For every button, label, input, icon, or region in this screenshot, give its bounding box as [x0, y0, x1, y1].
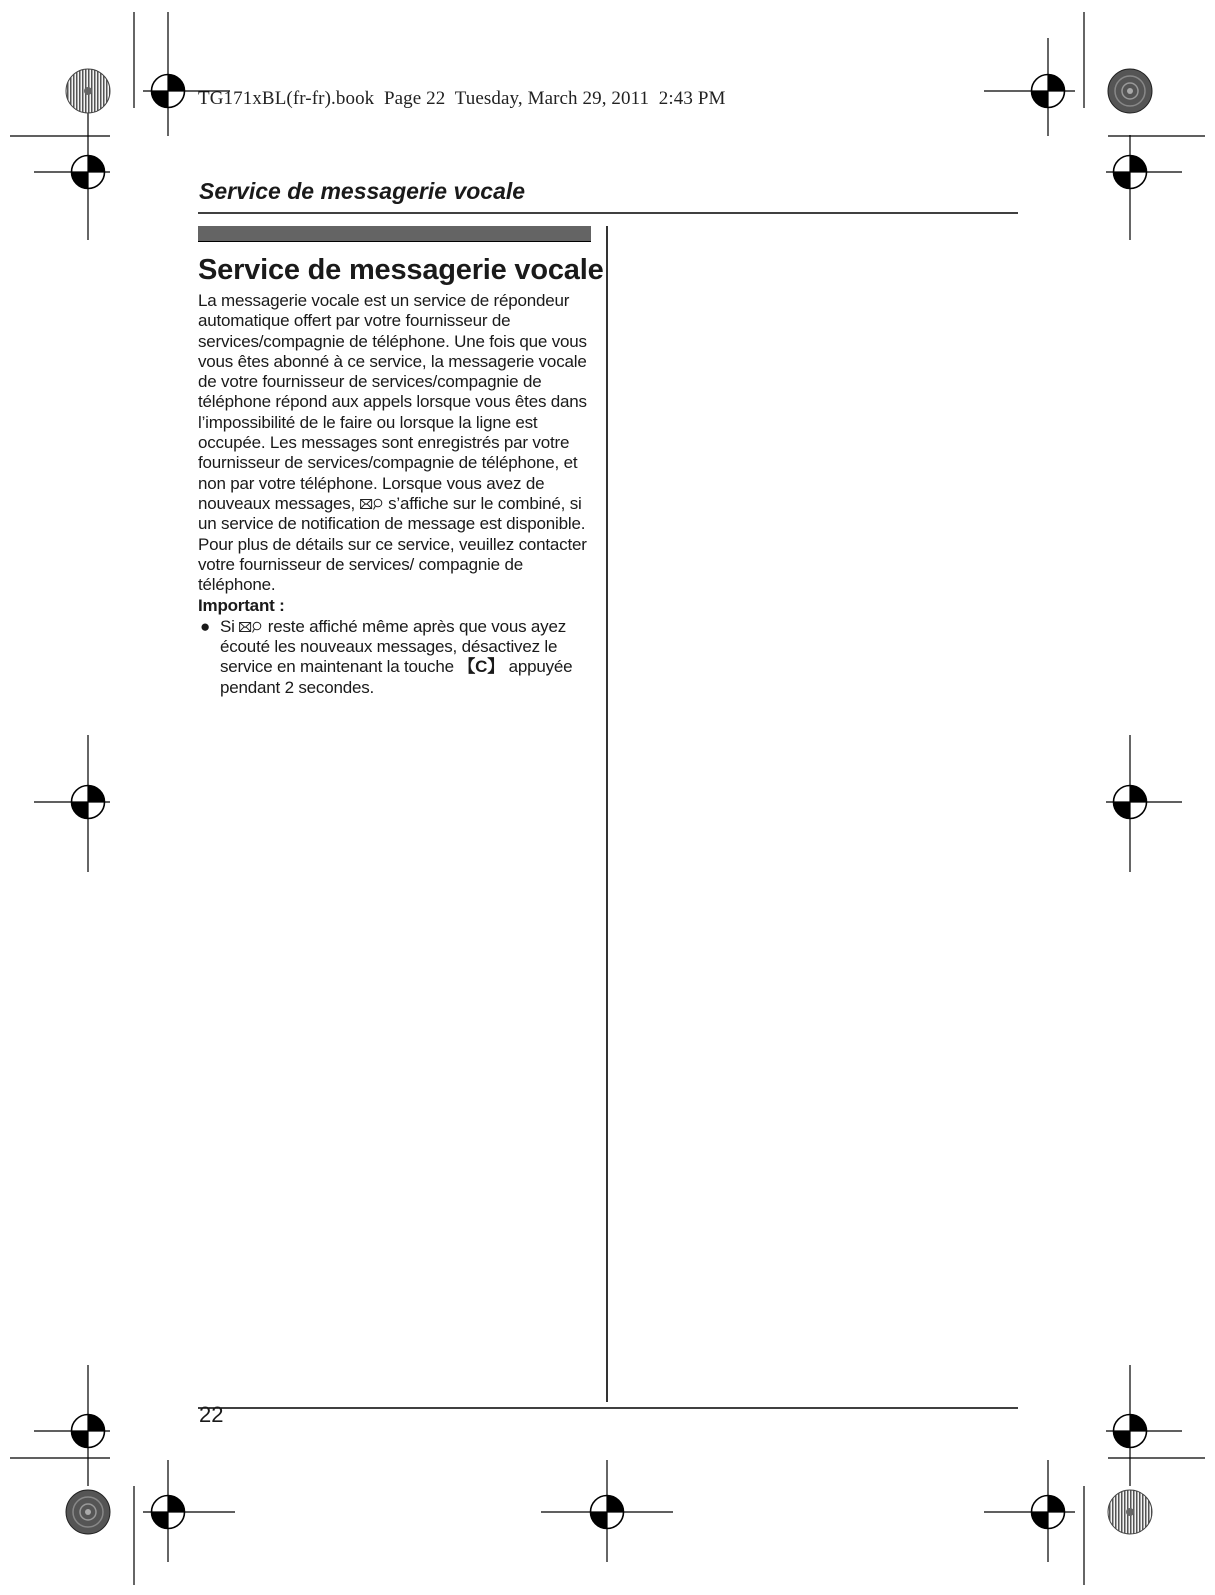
important-bullet	[198, 617, 594, 698]
bullet-text-part-1: Si	[220, 616, 235, 636]
page-number: 22	[199, 1402, 224, 1427]
bullet-text-part-2: reste affiché même après que vous ayez écouté les nouveaux messages, désactivez le service en maintenant la touche	[220, 616, 567, 677]
section-bar	[198, 226, 591, 242]
section-body	[198, 291, 594, 698]
running-title: Service de messagerie vocale	[199, 178, 526, 204]
intro-paragraph	[198, 291, 594, 595]
print-header: TG171xBL(fr-fr).book Page 22 Tuesday, March 29, 2011 2:43 PM	[198, 88, 726, 109]
bullet-text-part-3: appuyée pendant 2 secondes.	[220, 657, 573, 697]
voicemail-envelope-icon	[239, 621, 263, 633]
bullet-icon: ●	[200, 616, 211, 636]
intro-text-part-1: La messagerie vocale est un service de répondeur automatique offert par votre fournisseur de services/compagnie de téléphone. Une fois que vous vous êtes abonné à ce service, la messagerie vocale de votre fournisseur de services/compagnie de téléphone répond aux appels lorsque vous êtes dans l’impossibilité de le faire ou lorsque la ligne est occupée. Les messages sont enregistrés par votre fournisseur de services/compagnie de téléphone, et non par votre téléphone. Lorsque vous avez de nouveaux messages,	[198, 291, 587, 513]
key-c-label: 【C】	[458, 657, 505, 677]
important-label: Important :	[198, 596, 285, 616]
intro-text-part-2: s’affiche sur le combiné, si un service de notification de message est disponible. Pour plus de détails sur ce service, veuillez contacter votre fournisseur de services/ compagnie de téléphone.	[198, 493, 587, 595]
voicemail-envelope-icon	[360, 498, 384, 510]
section-title: Service de messagerie vocale	[198, 254, 604, 286]
